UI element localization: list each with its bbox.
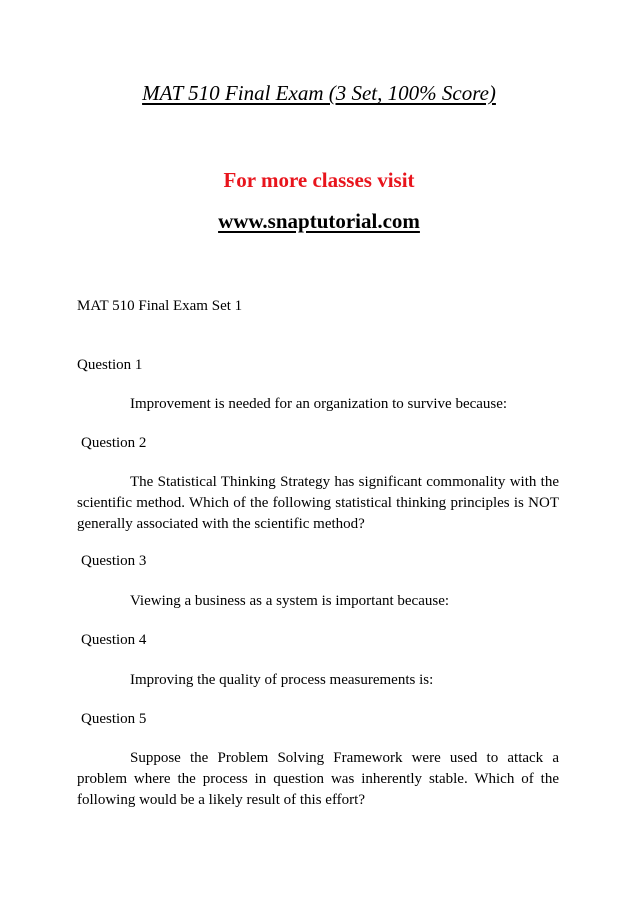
website-link[interactable]: www.snaptutorial.com (218, 209, 420, 233)
question-2-label: Question 2 (81, 435, 147, 451)
document-title: MAT 510 Final Exam (3 Set, 100% Score) (142, 81, 496, 105)
question-4-text: Improving the quality of process measurements is: (130, 672, 434, 688)
question-5-text: Suppose the Problem Solving Framework were used to attack a problem where the process in question was inherently stable. Which of the following would be a likely result of this effort? (77, 750, 559, 808)
question-5-label: Question 5 (81, 711, 147, 727)
question-1-label: Question 1 (77, 357, 143, 373)
question-4-label: Question 4 (81, 632, 147, 648)
exam-set-heading: MAT 510 Final Exam Set 1 (77, 298, 243, 314)
question-2-text: The Statistical Thinking Strategy has significant commonality with the scientific method. Which of the following statistical thinking principles is NOT generally associated with the scientific method? (77, 474, 559, 532)
question-3-text: Viewing a business as a system is important because: (130, 593, 450, 609)
question-1-text: Improvement is needed for an organization to survive because: (130, 396, 508, 412)
promo-text: For more classes visit (223, 168, 415, 192)
question-3-label: Question 3 (81, 553, 147, 569)
